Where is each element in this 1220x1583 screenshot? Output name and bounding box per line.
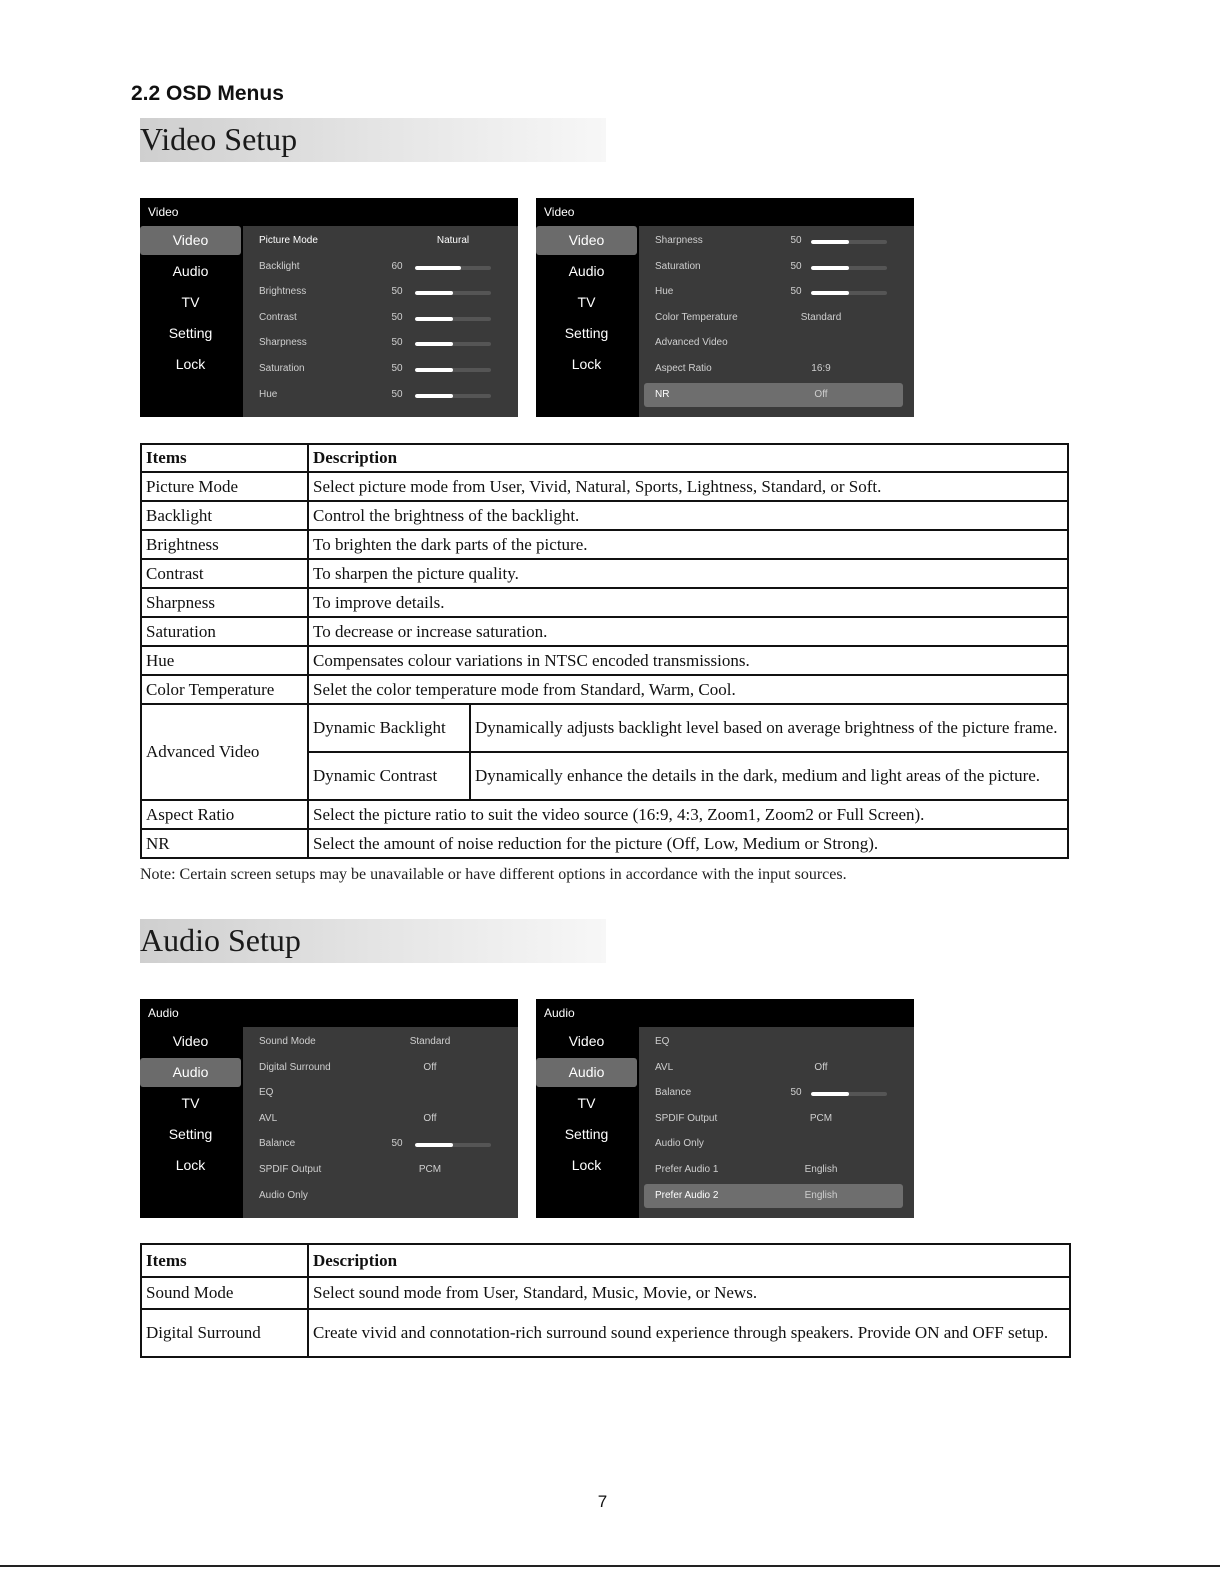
- osd-menu-row[interactable]: [243, 1132, 518, 1156]
- table-cell-subitem: Dynamic Contrast: [308, 752, 470, 800]
- osd-nav-item-video[interactable]: Video: [140, 226, 241, 255]
- osd-nav-item-tv[interactable]: TV: [577, 294, 596, 310]
- table-row: [141, 1277, 1070, 1309]
- osd-slider-fill: [415, 266, 461, 270]
- osd-menu-row[interactable]: [243, 1184, 518, 1208]
- table-cell-desc: Dynamically enhance the details in the dark, medium and light areas of the picture.: [470, 752, 1068, 800]
- osd-menu-row[interactable]: [639, 280, 914, 304]
- osd-menu-label: NR: [655, 388, 670, 400]
- osd-menu-label: Sound Mode: [259, 1036, 316, 1047]
- osd-menu-number: 50: [790, 235, 802, 246]
- osd-menu-value: Off: [814, 388, 828, 400]
- osd-header: Video: [536, 198, 914, 226]
- table-cell-item: Sound Mode: [141, 1277, 308, 1309]
- osd-menu-row[interactable]: [243, 1056, 518, 1080]
- osd-header: Audio: [140, 999, 518, 1027]
- section-title: 2.2 OSD Menus: [131, 82, 284, 105]
- table-cell-desc: Select sound mode from User, Standard, Music, Movie, or News.: [308, 1277, 1070, 1309]
- osd-nav-item-tv[interactable]: TV: [181, 1095, 200, 1111]
- osd-menu-label: EQ: [655, 1036, 670, 1047]
- osd-menu-label: Aspect Ratio: [655, 363, 712, 374]
- video-setup-banner: [140, 118, 606, 162]
- osd-menu-number: 50: [790, 1087, 802, 1099]
- osd-menu-value: Off: [423, 1061, 437, 1073]
- osd-menu-value: 16:9: [811, 363, 831, 374]
- osd-menu-number: 50: [391, 286, 403, 298]
- osd-nav-item-lock[interactable]: Lock: [571, 1157, 602, 1173]
- table-cell-item: Advanced Video: [141, 704, 308, 800]
- osd-menu-row[interactable]: [243, 280, 518, 304]
- audio-osd-screen-2: [536, 999, 914, 1218]
- osd-menu-number: 50: [391, 1138, 403, 1150]
- osd-menu-label: AVL: [655, 1061, 674, 1073]
- osd-menu-row[interactable]: [243, 1158, 518, 1182]
- osd-menu-row[interactable]: [639, 1056, 914, 1080]
- osd-menu-row[interactable]: [639, 1030, 914, 1054]
- osd-menu-list: [639, 226, 914, 417]
- osd-slider-fill: [811, 266, 849, 270]
- osd-slider-fill: [415, 1143, 453, 1147]
- osd-menu-row[interactable]: [639, 255, 914, 279]
- osd-menu-row[interactable]: [639, 1081, 914, 1105]
- osd-slider-fill: [415, 342, 453, 346]
- osd-menu-row[interactable]: [639, 1132, 914, 1156]
- osd-menu-label: SPDIF Output: [655, 1112, 718, 1124]
- osd-slider-fill: [811, 291, 849, 295]
- table-cell-item: Hue: [141, 646, 308, 675]
- osd-menu-row[interactable]: [243, 1081, 518, 1105]
- table-row: [141, 472, 1068, 501]
- osd-nav-item-setting[interactable]: Setting: [168, 1126, 213, 1142]
- table-row: [141, 501, 1068, 530]
- osd-menu-value: English: [804, 1189, 838, 1201]
- osd-menu-number: 50: [391, 388, 403, 400]
- osd-menu-row[interactable]: [243, 331, 518, 355]
- osd-menu-row[interactable]: [639, 306, 914, 330]
- table-row: [141, 588, 1068, 617]
- osd-nav-item-audio[interactable]: Audio: [172, 263, 209, 279]
- osd-menu-label: AVL: [259, 1112, 278, 1124]
- osd-menu-value: PCM: [418, 1164, 442, 1175]
- video-items-table: [140, 443, 1069, 859]
- osd-nav-item-audio[interactable]: Audio: [536, 1058, 637, 1087]
- osd-menu-row[interactable]: [639, 1107, 914, 1131]
- osd-menu-row[interactable]: [243, 357, 518, 381]
- osd-nav-item-tv[interactable]: TV: [577, 1095, 596, 1111]
- osd-menu-row[interactable]: [644, 383, 903, 407]
- osd-nav: [536, 1027, 639, 1218]
- osd-nav-item-video[interactable]: Video: [172, 1033, 209, 1049]
- osd-nav: [140, 1027, 243, 1218]
- osd-nav-item-setting[interactable]: Setting: [564, 1126, 609, 1142]
- osd-nav: [140, 226, 243, 417]
- osd-menu-label: Sharpness: [655, 235, 703, 246]
- osd-menu-value: Natural: [436, 235, 470, 246]
- table-cell-item: Aspect Ratio: [141, 800, 308, 829]
- osd-menu-row[interactable]: [243, 255, 518, 279]
- audio-items-table: [140, 1243, 1071, 1358]
- osd-nav-item-video[interactable]: Video: [536, 226, 637, 255]
- osd-menu-label: SPDIF Output: [259, 1164, 322, 1175]
- osd-menu-label: Brightness: [259, 286, 307, 298]
- video-setup-title: Video Setup: [140, 121, 298, 157]
- osd-menu-label: Backlight: [259, 260, 300, 272]
- osd-menu-row[interactable]: [243, 229, 518, 253]
- table-cell-desc: To sharpen the picture quality.: [308, 559, 1068, 588]
- table-header-items: Items: [141, 1244, 308, 1277]
- osd-menu-number: 50: [790, 260, 802, 272]
- table-cell-item: Contrast: [141, 559, 308, 588]
- table-cell-desc: Select the amount of noise reduction for the picture (Off, Low, Medium or Strong).: [308, 829, 1068, 858]
- table-row: [141, 800, 1068, 829]
- osd-menu-label: Hue: [259, 388, 278, 400]
- table-row: [141, 530, 1068, 559]
- osd-nav-item-setting[interactable]: Setting: [564, 325, 609, 341]
- osd-menu-label: Balance: [655, 1087, 692, 1099]
- osd-menu-label: Audio Only: [259, 1189, 308, 1201]
- osd-menu-label: Picture Mode: [259, 235, 318, 246]
- bottom-rule: [0, 1565, 1220, 1567]
- page-number: 7: [597, 1492, 608, 1511]
- audio-osd-screen-1: [140, 999, 518, 1218]
- table-header-items: Items: [141, 444, 308, 472]
- table-cell-item: Digital Surround: [141, 1309, 308, 1357]
- table-cell-item: Brightness: [141, 530, 308, 559]
- osd-menu-value: Standard: [800, 311, 842, 323]
- video-osd-screen-2: [536, 198, 914, 417]
- table-cell-desc: Compensates colour variations in NTSC encoded transmissions.: [308, 646, 1068, 675]
- osd-menu-label: Sharpness: [259, 337, 307, 349]
- osd-menu-label: Prefer Audio 2: [655, 1189, 719, 1201]
- osd-menu-number: 50: [391, 337, 403, 349]
- table-row: [141, 559, 1068, 588]
- osd-nav-item-lock[interactable]: Lock: [175, 356, 206, 372]
- osd-menu-row[interactable]: [243, 1107, 518, 1131]
- osd-nav-item-audio[interactable]: Audio: [568, 263, 605, 279]
- osd-menu-row[interactable]: [243, 1030, 518, 1054]
- table-cell-desc: Create vivid and connotation-rich surround sound experience through speakers. Provide ON and OFF setup.: [308, 1309, 1070, 1357]
- osd-menu-row[interactable]: [639, 1158, 914, 1182]
- table-row: [141, 675, 1068, 704]
- osd-menu-value: Off: [423, 1112, 437, 1124]
- osd-menu-label: EQ: [259, 1087, 274, 1099]
- table-cell-desc: To decrease or increase saturation.: [308, 617, 1068, 646]
- osd-menu-row[interactable]: [243, 306, 518, 330]
- table-cell-desc: Select picture mode from User, Vivid, Natural, Sports, Lightness, Standard, or Soft.: [308, 472, 1068, 501]
- osd-nav-item-lock[interactable]: Lock: [175, 1157, 206, 1173]
- osd-menu-list: [243, 1027, 518, 1218]
- osd-menu-label: Advanced Video: [655, 337, 728, 349]
- osd-nav-item-lock[interactable]: Lock: [571, 356, 602, 372]
- osd-menu-list: [243, 226, 518, 417]
- audio-setup-banner: [140, 919, 606, 963]
- osd-menu-row[interactable]: [639, 357, 914, 381]
- osd-menu-row[interactable]: [644, 1184, 903, 1208]
- osd-nav-item-tv[interactable]: TV: [181, 294, 200, 310]
- table-cell-item: Backlight: [141, 501, 308, 530]
- osd-menu-label: Color Temperature: [655, 311, 738, 323]
- osd-menu-row[interactable]: [639, 331, 914, 355]
- osd-menu-value: PCM: [809, 1112, 833, 1124]
- osd-slider-bar[interactable]: [811, 291, 887, 295]
- osd-slider-bar[interactable]: [415, 291, 491, 295]
- table-cell-item: Picture Mode: [141, 472, 308, 501]
- osd-slider-fill: [415, 394, 453, 398]
- osd-menu-label: Contrast: [259, 311, 297, 323]
- osd-menu-label: Prefer Audio 1: [655, 1164, 719, 1175]
- osd-nav-item-setting[interactable]: Setting: [168, 325, 213, 341]
- table-cell-item: Saturation: [141, 617, 308, 646]
- osd-menu-label: Saturation: [259, 363, 305, 374]
- osd-menu-value: English: [804, 1164, 838, 1175]
- table-cell-subitem: Dynamic Backlight: [308, 704, 470, 752]
- osd-menu-value: Off: [814, 1061, 828, 1073]
- audio-setup-title: Audio Setup: [140, 922, 301, 958]
- osd-slider-fill: [811, 1092, 849, 1096]
- note-text: Note: Certain screen setups may be unavailable or have different options in accordance with the input sources.: [140, 866, 847, 883]
- osd-slider-bar[interactable]: [415, 1143, 491, 1147]
- osd-slider-bar[interactable]: [811, 1092, 887, 1096]
- table-cell-desc: Dynamically adjusts backlight level based on average brightness of the picture frame.: [470, 704, 1068, 752]
- osd-menu-number: 60: [391, 260, 403, 272]
- osd-menu-number: 50: [391, 311, 403, 323]
- osd-slider-bar[interactable]: [811, 240, 887, 244]
- osd-menu-number: 50: [790, 286, 802, 298]
- osd-slider-fill: [415, 317, 453, 321]
- osd-menu-list: [639, 1027, 914, 1218]
- osd-menu-value: Standard: [409, 1036, 451, 1047]
- osd-slider-bar[interactable]: [415, 368, 491, 372]
- osd-header: Audio: [536, 999, 914, 1027]
- osd-nav: [536, 226, 639, 417]
- osd-slider-fill: [415, 291, 453, 295]
- osd-slider-bar[interactable]: [811, 266, 887, 270]
- osd-slider-bar[interactable]: [415, 342, 491, 346]
- osd-menu-row[interactable]: [639, 229, 914, 253]
- table-cell-item: NR: [141, 829, 308, 858]
- table-row: [141, 1309, 1070, 1357]
- osd-menu-label: Audio Only: [655, 1138, 704, 1150]
- osd-nav-item-video[interactable]: Video: [568, 1033, 605, 1049]
- osd-menu-label: Hue: [655, 286, 674, 298]
- osd-slider-fill: [811, 240, 849, 244]
- table-cell-desc: Control the brightness of the backlight.: [308, 501, 1068, 530]
- osd-menu-label: Balance: [259, 1138, 296, 1150]
- osd-menu-number: 50: [391, 363, 403, 374]
- osd-nav-item-audio[interactable]: Audio: [140, 1058, 241, 1087]
- table-cell-item: Sharpness: [141, 588, 308, 617]
- osd-menu-label: Saturation: [655, 260, 701, 272]
- table-cell-desc: To brighten the dark parts of the picture.: [308, 530, 1068, 559]
- table-cell-item: Color Temperature: [141, 675, 308, 704]
- table-row: [141, 829, 1068, 858]
- osd-slider-fill: [415, 368, 453, 372]
- table-header-description: Description: [308, 1244, 1070, 1277]
- table-header-description: Description: [308, 444, 1068, 472]
- osd-menu-label: Digital Surround: [259, 1061, 331, 1073]
- osd-slider-bar[interactable]: [415, 317, 491, 321]
- video-osd-screen-1: [140, 198, 518, 417]
- osd-slider-bar[interactable]: [415, 394, 491, 398]
- table-row: [141, 646, 1068, 675]
- osd-header: Video: [140, 198, 518, 226]
- table-cell-desc: Select the picture ratio to suit the video source (16:9, 4:3, Zoom1, Zoom2 or Full Screen).: [308, 800, 1068, 829]
- osd-menu-row[interactable]: [243, 383, 518, 407]
- table-cell-desc: Selet the color temperature mode from Standard, Warm, Cool.: [308, 675, 1068, 704]
- osd-slider-bar[interactable]: [415, 266, 491, 270]
- table-cell-desc: To improve details.: [308, 588, 1068, 617]
- table-row: [141, 617, 1068, 646]
- table-row: [141, 704, 1068, 752]
